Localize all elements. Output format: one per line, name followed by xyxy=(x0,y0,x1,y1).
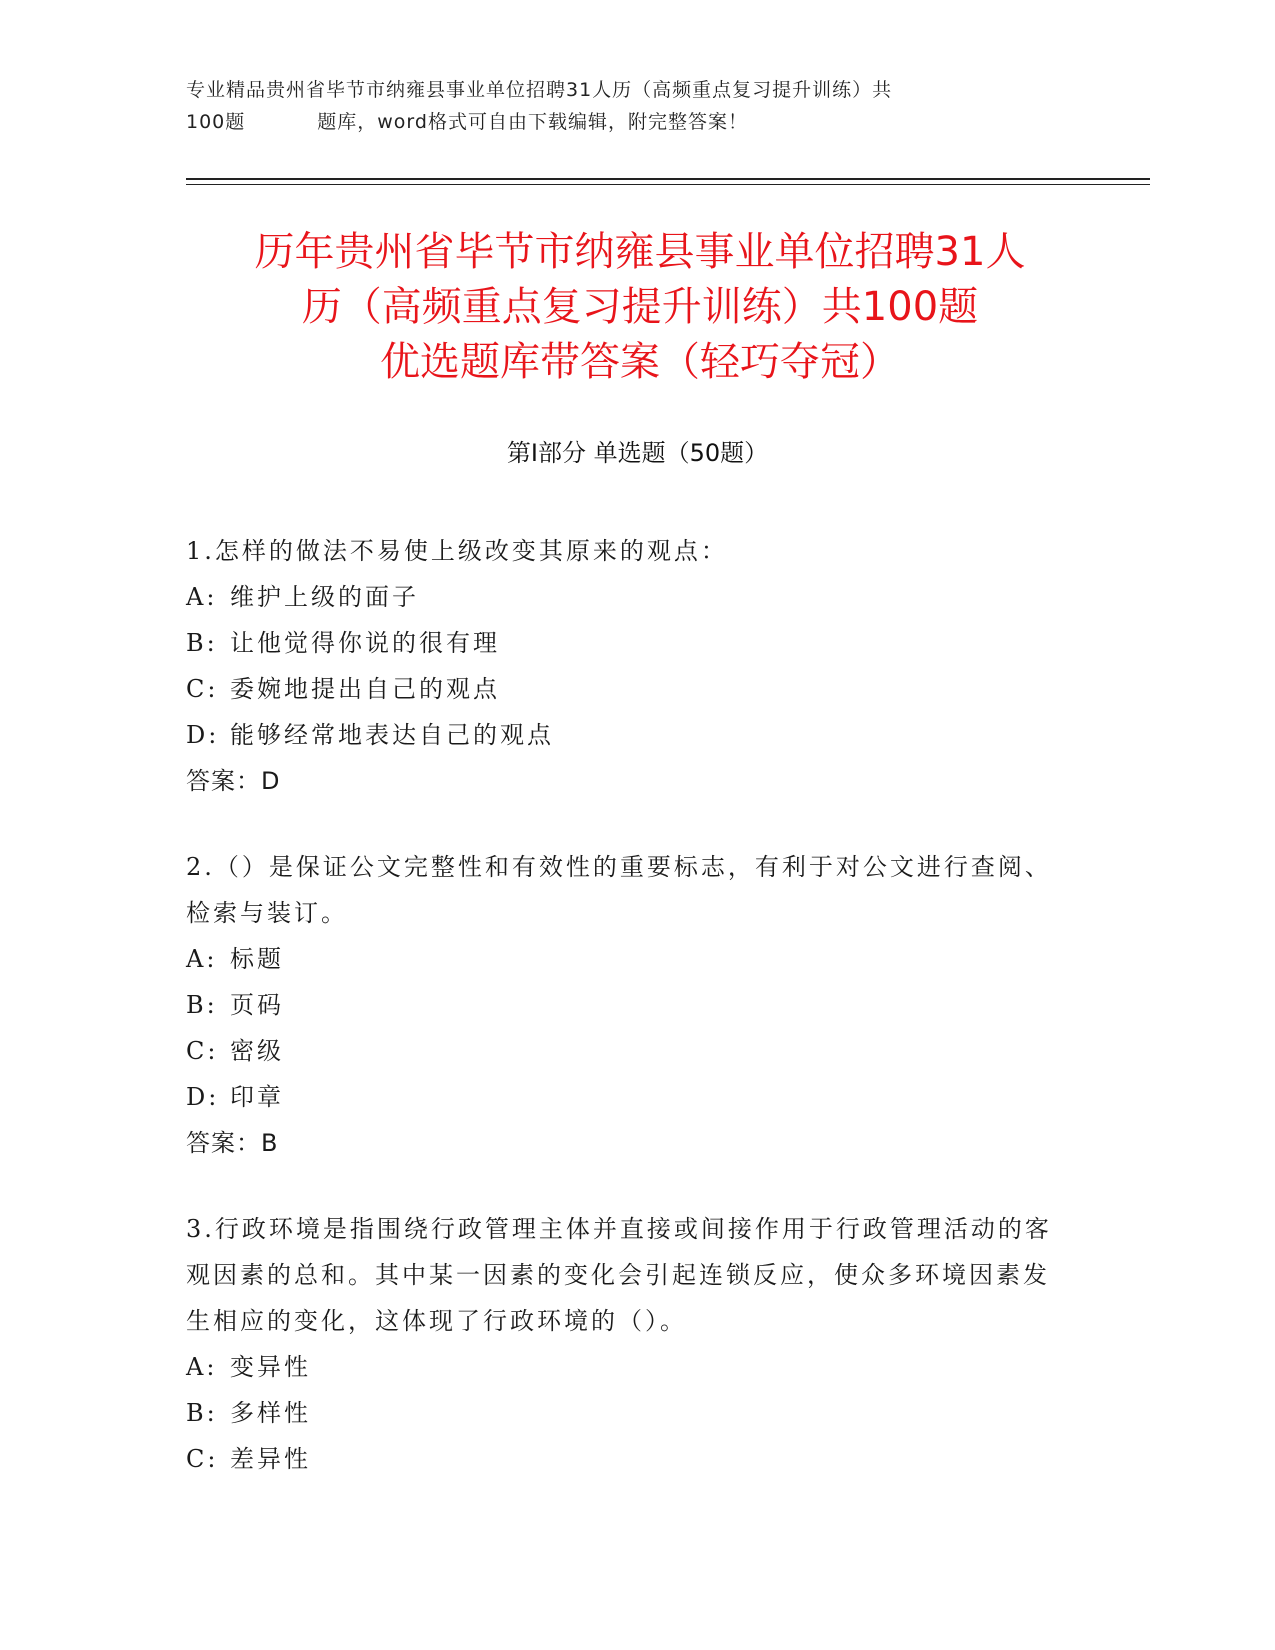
option-text: 密级 xyxy=(230,1037,284,1065)
option-key: B: xyxy=(186,629,218,657)
option-key: B: xyxy=(186,991,218,1019)
question-stem: 2.（）是保证公文完整性和有效性的重要标志，有利于对公文进行查阅、检索与装订。 xyxy=(186,853,1052,927)
document-title xyxy=(160,225,1120,390)
option-a xyxy=(186,1344,1066,1390)
title-line1: 历年贵州省毕节市纳雍县事业单位招聘31人 xyxy=(254,229,1026,275)
header-divider-thin xyxy=(186,184,1150,185)
option-key: D: xyxy=(186,1083,220,1111)
header-divider-thick xyxy=(186,178,1150,180)
section-heading: 第Ⅰ部分 单选题（50题） xyxy=(506,439,769,467)
option-text: 印章 xyxy=(230,1083,284,1111)
option-key: A: xyxy=(186,583,218,611)
option-text: 变异性 xyxy=(230,1353,311,1381)
answer-line: 答案：D xyxy=(186,767,281,795)
option-c xyxy=(186,1028,1066,1074)
question-3 xyxy=(186,1206,1066,1482)
option-text: 差异性 xyxy=(230,1445,311,1473)
option-key: C: xyxy=(186,1037,219,1065)
question-stem: 1.怎样的做法不易使上级改变其原来的观点： xyxy=(186,537,728,565)
option-key: A: xyxy=(186,1353,218,1381)
option-b xyxy=(186,620,1066,666)
question-stem: 3.行政环境是指围绕行政管理主体并直接或间接作用于行政管理活动的客观因素的总和。其中某一因素的变化会引起连锁反应，使众多环境因素发生相应的变化，这体现了行政环境的（）。 xyxy=(186,1215,1052,1335)
title-line3: 优选题库带答案（轻巧夺冠） xyxy=(380,339,900,385)
question-list xyxy=(186,528,1066,1522)
header-note-line1: 专业精品贵州省毕节市纳雍县事业单位招聘31人历（高频重点复习提升训练）共 xyxy=(186,79,893,101)
option-text: 委婉地提出自己的观点 xyxy=(230,675,500,703)
header-note xyxy=(186,74,1066,138)
question-2 xyxy=(186,844,1066,1166)
option-d xyxy=(186,712,1066,758)
header-note-line2 xyxy=(186,106,1066,138)
title-line2: 历（高频重点复习提升训练）共100题 xyxy=(301,284,979,330)
header-note-count: 100题 xyxy=(186,111,246,133)
header-note-desc: 题库，word格式可自由下载编辑，附完整答案！ xyxy=(317,111,748,133)
option-a xyxy=(186,574,1066,620)
option-key: A: xyxy=(186,945,218,973)
option-c xyxy=(186,666,1066,712)
option-key: C: xyxy=(186,675,219,703)
option-key: B: xyxy=(186,1399,218,1427)
option-text: 维护上级的面子 xyxy=(230,583,419,611)
question-1 xyxy=(186,528,1066,804)
option-key: C: xyxy=(186,1445,219,1473)
option-b xyxy=(186,982,1066,1028)
option-key: D: xyxy=(186,721,220,749)
option-text: 标题 xyxy=(230,945,284,973)
option-text: 让他觉得你说的很有理 xyxy=(230,629,500,657)
option-a xyxy=(186,936,1066,982)
option-c xyxy=(186,1436,1066,1482)
answer-line: 答案：B xyxy=(186,1129,279,1157)
option-text: 页码 xyxy=(230,991,284,1019)
option-text: 能够经常地表达自己的观点 xyxy=(230,721,554,749)
option-d xyxy=(186,1074,1066,1120)
option-b xyxy=(186,1390,1066,1436)
option-text: 多样性 xyxy=(230,1399,311,1427)
